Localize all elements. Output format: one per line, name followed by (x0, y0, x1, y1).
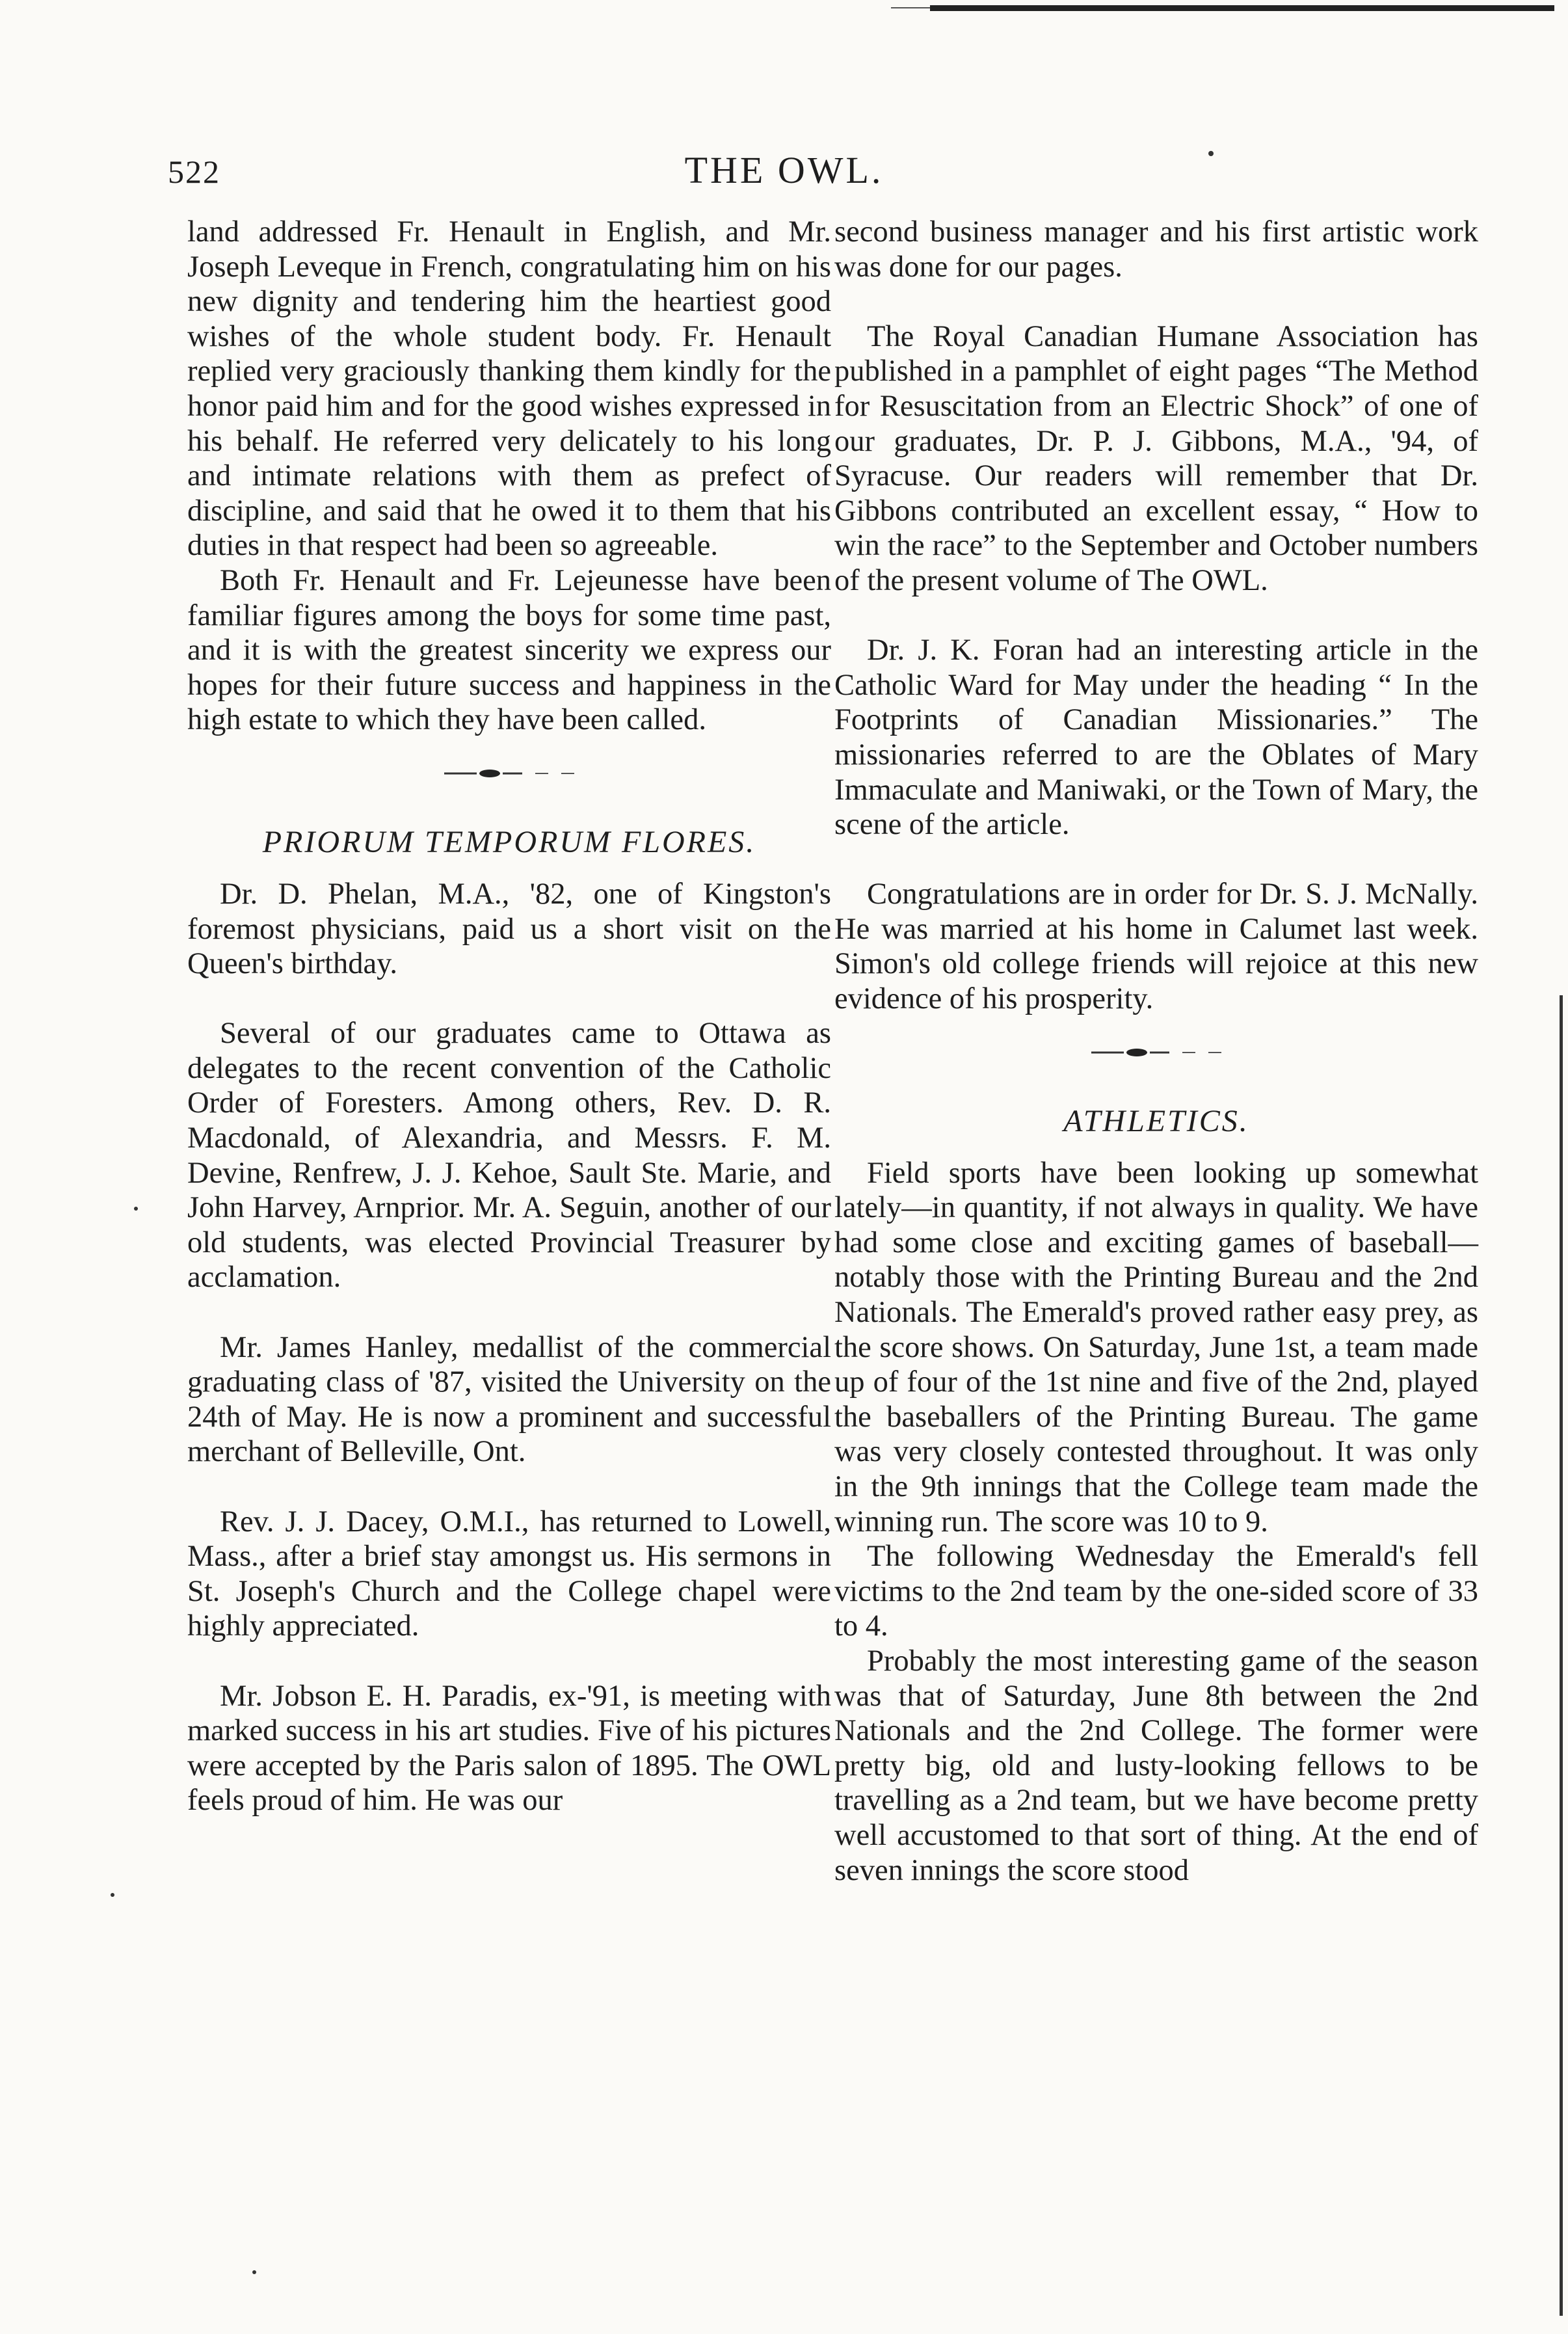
stray-mark (252, 2270, 256, 2274)
paragraph: Rev. J. J. Dacey, O.M.I., has returned to Lowell, Mass., after a brief stay amongst us. His sermons in St. Joseph's Church and the College chapel were highly appreciated. (187, 1505, 831, 1643)
paragraph: Congratulations are in order for Dr. S. J. McNally. He was married at his home in Calumet last week. Simon's old college friends will rejoice at this new evidence of his prosperity. (834, 878, 1478, 1016)
paragraph: Field sports have been looking up somewhat lately—in quantity, if not always in quality. We have had some close and exciting games of baseball—notably those with the Printing Bureau and the 2nd Nationals. The Emerald's proved rather easy prey, as the score shows. On Saturday, June 1st, a team made up of four of the 1st nine and five of the 2nd, played the baseballers of the Printing Bureau. The game was very closely contested throughout. It was only in the 9th innings that the College team made the winning run. The score was 10 to 9. (834, 1156, 1478, 1538)
page-number: 522 (168, 154, 220, 190)
ornament-divider (834, 1017, 1478, 1086)
section-title-athletics: ATHLETICS. (1063, 1103, 1249, 1138)
top-rule (930, 5, 1554, 11)
section-title-priorum: PRIORUM TEMPORUM FLORES. (262, 824, 756, 859)
paragraph: Probably the most interesting game of the season was that of Saturday, June 8th between the 2nd Nationals and the 2nd College. The former were pretty big, old and lusty-looking fellows to be travelling as a 2nd team, but we have become pretty well accustomed to that sort of thing. At the end of seven innings the score stood (834, 1644, 1478, 1887)
paragraph: The following Wednesday the Emerald's fell victims to the 2nd team by the one-sided score of 33 to 4. (834, 1540, 1478, 1643)
right-column (834, 215, 1478, 1888)
paragraph: Dr. D. Phelan, M.A., '82, one of Kingston's foremost physicians, paid us a short visit on the Queen's birthday. (187, 877, 831, 981)
paragraph: Mr. Jobson E. H. Paradis, ex-'91, is meeting with marked success in his art studies. Five of his pictures were accepted by the Paris salon of 1895. The OWL feels proud of him. He was our (187, 1679, 831, 1818)
paragraph: land addressed Fr. Henault in English, and Mr. Joseph Leveque in French, congratulating him on his new dignity and tendering him the heartiest good wishes of the whole student body. Fr. Henault replied very graciously thanking them kindly for the honor paid him and for the good wishes expressed in his behalf. He referred very delicately to his long and intimate relations with them as prefect of discipline, and said that he owed it to them that his duties in that respect had been so agreeable. (187, 215, 831, 563)
paragraph: The Royal Canadian Humane Association has published in a pamphlet of eight pages “The Method for Resuscitation from an Electric Shock” of one of our graduates, Dr. P. J. Gibbons, M.A., '94, of Syracuse. Our readers will remember that Dr. Gibbons contributed an excellent essay, “ How to win the race” to the September and October numbers of the present volume of The OWL. (834, 319, 1478, 597)
ornament-divider (187, 738, 831, 807)
stray-mark (111, 1893, 114, 1897)
stray-mark (1208, 151, 1214, 156)
page-edge-shadow (1560, 995, 1563, 2316)
paragraph: Dr. J. K. Foran had an interesting article in the Catholic Ward for May under the heading “ In the Footprints of Canadian Missionaries.” The missionaries referred to are the Oblates of Mary Immaculate and Maniwaki, or the Town of Mary, the scene of the article. (834, 634, 1478, 842)
paragraph: Both Fr. Henault and Fr. Lejeunesse have been familiar figures among the boys for some time past, and it is with the greatest sincerity we express our hopes for their future success and happiness in the high estate to which they have been called. (187, 563, 831, 737)
paragraph: Several of our graduates came to Ottawa as delegates to the recent convention of the Catholic Order of Foresters. Among others, Rev. D. R. Macdonald, of Alexandria, and Messrs. F. M. Devine, Renfrew, J. J. Kehoe, Sault Ste. Marie, and John Harvey, Arnprior. Mr. A. Seguin, another of our old students, was elected Provincial Treasurer by acclamation. (187, 1017, 831, 1294)
paragraph: Mr. James Hanley, medallist of the commercial graduating class of '87, visited the University on the 24th of May. He is now a prominent and successful merchant of Belleville, Ont. (187, 1330, 831, 1469)
running-title: THE OWL. (684, 149, 884, 191)
paragraph: second business manager and his first artistic work was done for our pages. (834, 215, 1478, 284)
stray-mark (134, 1207, 138, 1211)
left-column (187, 215, 831, 1818)
